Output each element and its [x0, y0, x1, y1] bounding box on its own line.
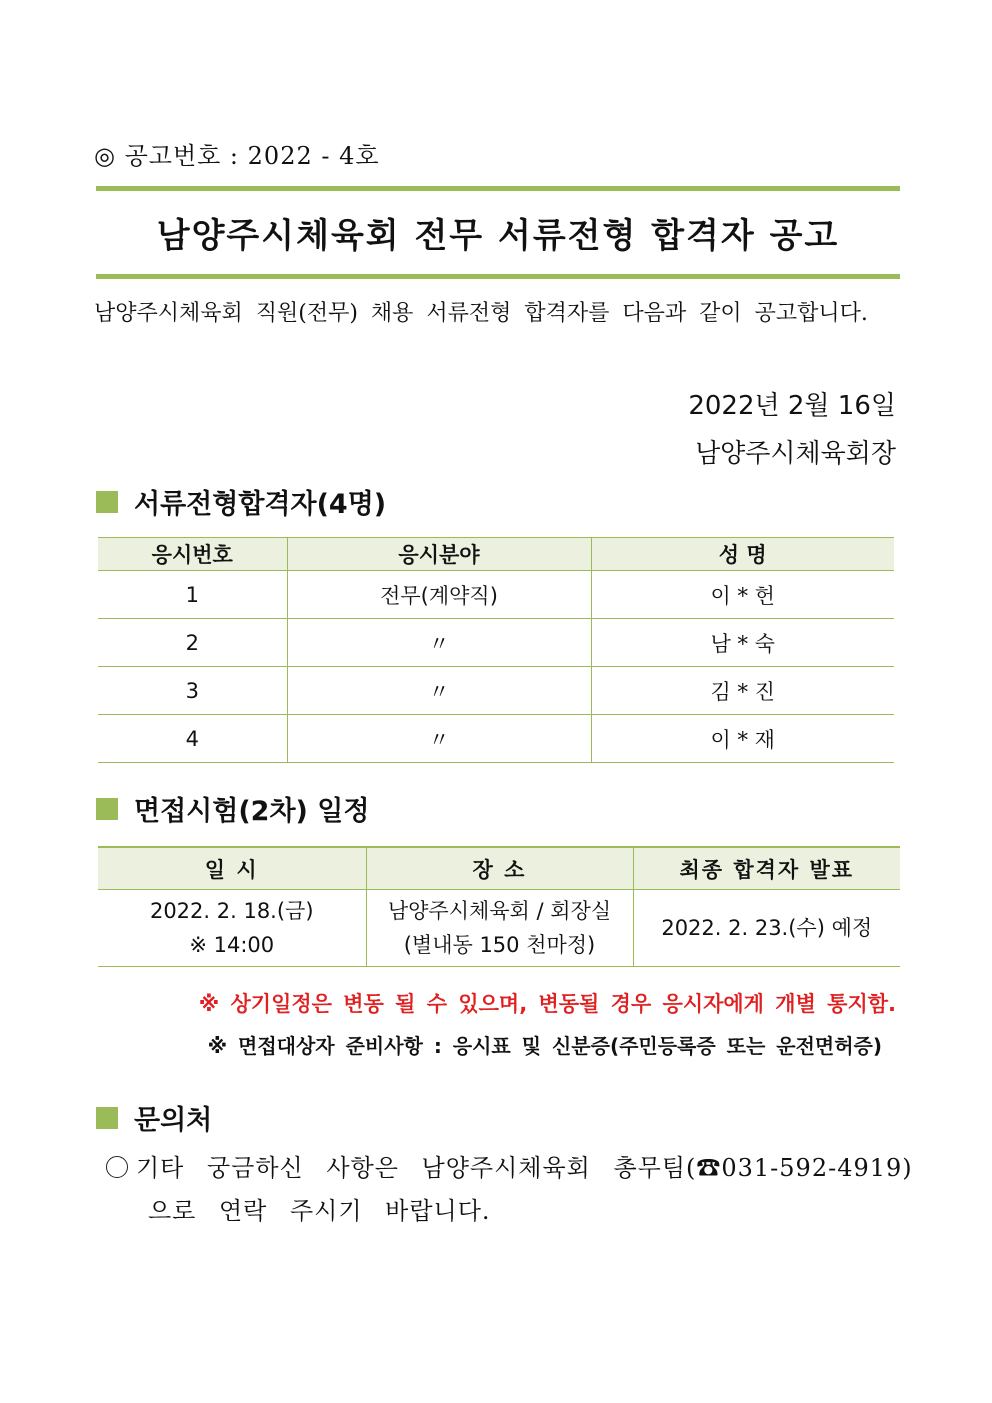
square-bullet-icon — [96, 1107, 118, 1129]
table-row — [98, 619, 894, 667]
notice-number: ◎ 공고번호 : 2022 - 4호 — [94, 142, 380, 170]
square-bullet-icon — [96, 798, 118, 820]
interview-datetime — [98, 890, 366, 967]
table-row — [98, 715, 894, 763]
intro-text: 남양주시체육회 직원(전무) 채용 서류전형 합격자를 다음과 같이 공고합니다. — [94, 301, 868, 326]
applicant-name: 김 * 진 — [591, 667, 894, 715]
schedule-change-note: ※ 상기일정은 변동 될 수 있으며, 변동될 경우 응시자에게 개별 통지함. — [198, 992, 896, 1016]
applicant-field: 〃 — [287, 667, 591, 715]
notice-date: 2022년 2월 16일 — [688, 391, 896, 421]
square-bullet-icon — [96, 491, 118, 513]
interview-place — [366, 890, 633, 967]
contact-line-2: 으로 연락 주시기 바랍니다. — [148, 1197, 491, 1225]
interview-schedule-table — [98, 846, 900, 967]
applicant-field: 〃 — [287, 619, 591, 667]
applicant-name: 남 * 숙 — [591, 619, 894, 667]
contact-line-1 — [106, 1148, 913, 1183]
interview-date: 2022. 2. 18.(금) — [149, 899, 314, 923]
column-header: 최종 합격자 발표 — [633, 847, 900, 890]
title-bottom-rule — [96, 274, 900, 279]
final-announcement: 2022. 2. 23.(수) 예정 — [633, 890, 900, 967]
column-header: 응시분야 — [287, 538, 591, 571]
applicant-number: 3 — [98, 667, 287, 715]
contact-text: 기타 궁금하신 사항은 남양주시체육회 총무팀(☎031-592-4919) — [136, 1154, 913, 1182]
section-heading-text: 문의처 — [134, 1105, 213, 1136]
table-row — [98, 571, 894, 619]
interview-time: ※ 14:00 — [189, 933, 275, 957]
applicant-name: 이 * 재 — [591, 715, 894, 763]
section-heading-interview — [96, 789, 369, 828]
title-top-rule — [96, 186, 900, 191]
column-header: 성 명 — [591, 538, 894, 571]
section-heading-contact — [96, 1098, 212, 1137]
table-row — [98, 667, 894, 715]
section-heading-passers — [96, 482, 386, 521]
table-header-row — [98, 538, 894, 571]
circle-bullet-icon — [106, 1156, 128, 1178]
applicant-field: 〃 — [287, 715, 591, 763]
column-header: 장 소 — [366, 847, 633, 890]
table-row — [98, 890, 900, 967]
passers-table — [98, 537, 894, 763]
interview-place-name: 남양주시체육회 / 회장실 — [387, 899, 612, 923]
page-title: 남양주시체육회 전무 서류전형 합격자 공고 — [156, 216, 840, 256]
applicant-name: 이 * 헌 — [591, 571, 894, 619]
column-header: 일 시 — [98, 847, 366, 890]
issuer-name: 남양주시체육회장 — [695, 439, 896, 469]
applicant-field: 전무(계약직) — [287, 571, 591, 619]
applicant-number: 2 — [98, 619, 287, 667]
interview-place-address: (별내동 150 천마정) — [403, 933, 596, 957]
applicant-number: 4 — [98, 715, 287, 763]
preparation-note: ※ 면접대상자 준비사항 : 응시표 및 신분증(주민등록증 또는 운전면허증) — [207, 1034, 882, 1058]
section-heading-text: 서류전형합격자(4명) — [134, 489, 387, 520]
column-header: 응시번호 — [98, 538, 287, 571]
table-header-row — [98, 847, 900, 890]
applicant-number: 1 — [98, 571, 287, 619]
section-heading-text: 면접시험(2차) 일정 — [134, 796, 370, 827]
